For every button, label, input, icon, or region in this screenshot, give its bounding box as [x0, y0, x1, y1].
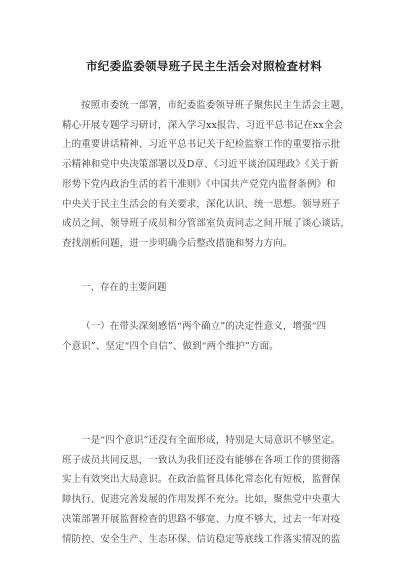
text-line: （一）在带头深刻感悟“两个确立”的决定性意义，增强“四	[81, 321, 327, 332]
text-line: 个意识”、坚定“四个自信”、做到“两个维护”方面。	[62, 340, 279, 352]
subsection-heading	[62, 317, 352, 356]
text-line: 情防控、安全生产、生态环保、信访稳定等底线工作落实情况的监	[62, 533, 341, 545]
intro-paragraph	[62, 96, 352, 254]
text-line: 形势下党内政治生活的若干准则》《中国共产党党内监督条例》和	[62, 178, 336, 190]
text-line: 班子成员共同反思，一致认为我们还没有能够在各项工作的贯彻落	[62, 454, 341, 466]
text-line: 障执行、促进完善发展的作用发挥不充分。比如，聚焦党中央重大	[62, 494, 341, 506]
body-paragraph	[62, 431, 352, 549]
text-line: 按照市委统一部署，市纪委监委领导班子聚焦民主生活会主题，	[81, 100, 350, 111]
section-heading: 一、存在的主要问题	[81, 282, 167, 293]
text-line: 决策部署开展监督检查的思路不够宽、力度不够大，过去一年对疫	[62, 513, 341, 525]
text-line: 成员之间、领导班子成员和分管部室负责同志之间开展了谈心谈话，	[62, 218, 351, 230]
text-line: 示精神和党中央决策部署以及D章、《习近平谈治国理政》《关于新	[62, 159, 339, 171]
text-line: 实上有效突出大局意识。在政治监督具体化常态化有短板，监督保	[62, 474, 341, 486]
text-line: 精心开展专题学习研讨，深入学习xx报告、习近平总书记在xx全会	[62, 119, 344, 131]
text-line: 一是“四个意识”还没有全面形成，特别是大局意识不够坚定。	[81, 435, 341, 446]
document-title: 市纪委监委领导班子民主生活会对照检查材料	[86, 59, 322, 73]
text-line: 查找剖析问题，进一步明确今后整改措施和努力方向。	[62, 237, 293, 249]
text-line: 中央关于民主生活会的有关要求，深化认识、统一思想。领导班子	[62, 198, 341, 210]
text-line: 上的重要讲话精神、习近平总书记关于纪检监察工作的重要指示批	[62, 139, 341, 151]
